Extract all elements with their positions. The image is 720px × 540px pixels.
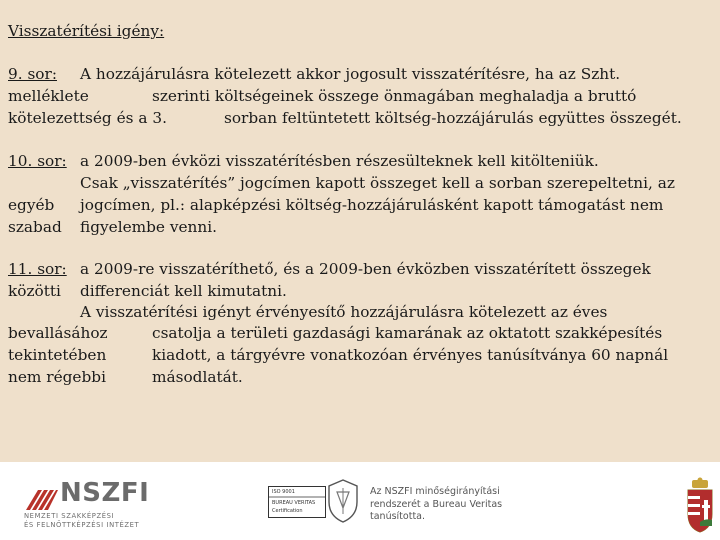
row10-line3b: jogcímen, pl.: alapképzési költség-hozzájárulásként kapott támogatást nem [80, 196, 664, 214]
iso-label: ISO 9001 [272, 489, 295, 495]
row11-line4b: csatolja a területi gazdasági kamarának az oktatott szakképesítés [152, 324, 663, 342]
row9-line3b: sorban feltüntetett költség-hozzájárulás együttes összegét. [224, 109, 682, 127]
cert-line2: rendszerét a Bureau Veritas [370, 498, 503, 510]
row11-line1: a 2009-re visszatéríthető, és a 2009-ben évközben visszatérített összegek [80, 260, 651, 278]
coat-of-arms-icon [680, 476, 720, 536]
certification-label: Certification [272, 508, 303, 514]
row10-line4a: szabad [8, 218, 62, 236]
row11-line3: A visszatérítési igényt érvényesítő hozzájárulásra kötelezett az éves [80, 303, 608, 321]
row10-line3a: egyéb [8, 196, 55, 214]
row11-line4a: bevallásához [8, 324, 108, 342]
row11-line6b: másodlatát. [152, 368, 243, 386]
cert-line3: tanúsította. [370, 511, 426, 522]
logo-subtitle-line2: ÉS FELNŐTTKÉPZÉSI INTÉZET [24, 520, 140, 529]
logo-subtitle-line1: NEMZETI SZAKKÉPZÉSI [24, 512, 115, 520]
row10-line1: a 2009-ben évközi visszatérítésben részesülteknek kell kitölteniük. [80, 152, 599, 170]
row10-line4b: figyelembe venni. [80, 218, 217, 236]
row10-label: 10. sor: [8, 152, 67, 170]
row11-line2b: differenciát kell kimutatni. [80, 282, 287, 300]
cert-line1: Az NSZFI minőségirányítási [370, 486, 500, 497]
row9-line1: A hozzájárulásra kötelezett akkor jogosult visszatérítésre, ha az Szht. [80, 65, 621, 83]
bureau-veritas-seal-icon [327, 478, 359, 524]
row10-line2: Csak „visszatérítés” jogcímen kapott összeget kell a sorban szerepeltetni, az [80, 174, 675, 192]
logo-subtitle [24, 512, 139, 529]
row11-label: 11. sor: [8, 260, 67, 278]
logo-wordmark: NSZFI [60, 478, 150, 508]
certification-note [370, 486, 502, 524]
row9-label: 9. sor: [8, 65, 57, 83]
row11-line6a: nem régebbi [8, 368, 106, 386]
row9-line2b: szerinti költségeinek összege önmagában meghaladja a bruttó [152, 87, 637, 105]
row9-line2a: melléklete [8, 87, 89, 105]
row9-line3a: kötelezettség és a 3. [8, 109, 167, 127]
row11-line2a: közötti [8, 282, 61, 300]
heading: Visszatérítési igény: [8, 22, 165, 40]
bv-label: BUREAU VERITAS [272, 500, 316, 506]
row11-line5b: kiadott, a tárgyévre vonatkozóan érvényes tanúsítványa 60 napnál [152, 346, 669, 364]
row11-line5a: tekintetében [8, 346, 107, 364]
